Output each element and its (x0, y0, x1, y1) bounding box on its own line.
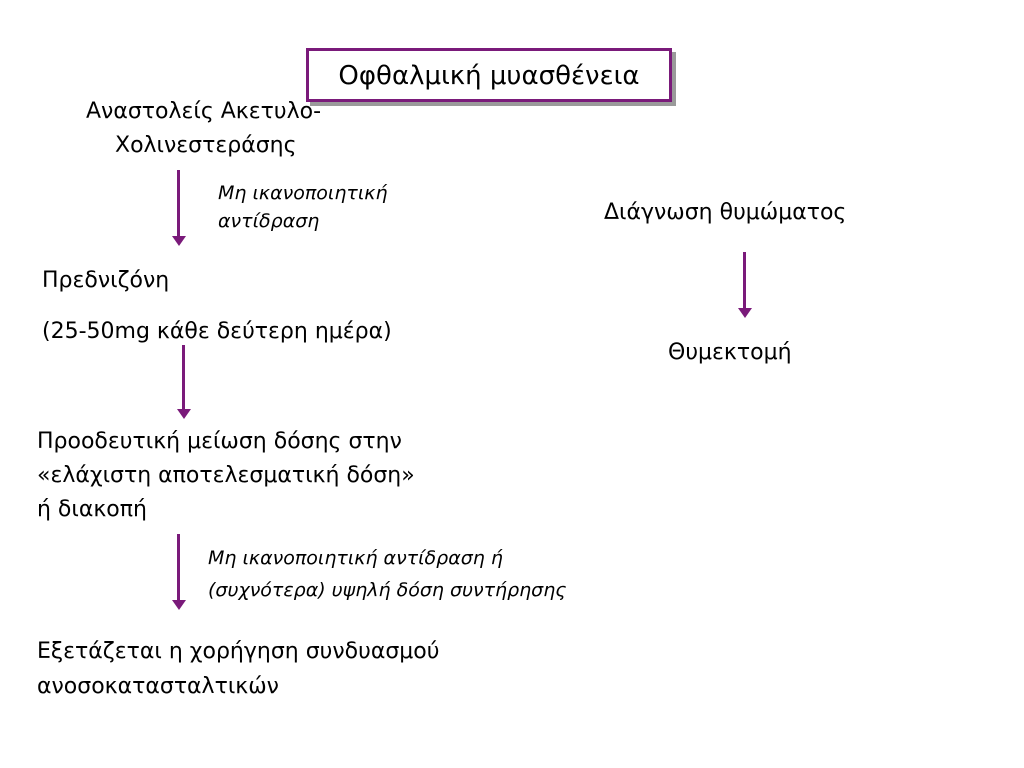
arrow-down-2 (177, 345, 191, 419)
note-unsatisfactory-response-line1: Μη ικανοποιητική (218, 182, 388, 204)
step-acetylcholinesterase-inhibitors-line1: Αναστολείς Ακετυλο- (86, 99, 322, 124)
step-dose-reduction-line3: ή διακοπή (37, 497, 147, 522)
diagram-title: Οφθαλμική μυασθένεια (338, 61, 640, 91)
arrow-down-1 (172, 170, 186, 246)
title-box (306, 48, 672, 102)
arrow-down-3 (172, 534, 186, 610)
step-thymoma-diagnosis: Διάγνωση θυμώματος (604, 200, 847, 225)
step-combined-immunosuppression-line2: ανοσοκατασταλτικών (37, 674, 279, 699)
step-acetylcholinesterase-inhibitors-line2: Χολινεστεράσης (115, 133, 297, 158)
step-thymectomy: Θυμεκτομή (668, 340, 792, 365)
note-unsatisfactory-response-line2: αντίδραση (218, 210, 320, 232)
arrow-down-right (738, 252, 752, 318)
step-prednisone-dose: (25-50mg κάθε δεύτερη ημέρα) (42, 319, 392, 344)
note-high-maintenance-dose-line2: (συχνότερα) υψηλή δόση συντήρησης (208, 579, 567, 601)
step-dose-reduction-line1: Προοδευτική μείωση δόσης στην (37, 429, 402, 454)
step-dose-reduction-line2: «ελάχιστη αποτελεσματική δόση» (37, 463, 415, 488)
step-combined-immunosuppression-line1: Εξετάζεται η χορήγηση συνδυασμού (37, 639, 440, 664)
step-prednisone: Πρεδνιζόνη (42, 268, 170, 293)
note-high-maintenance-dose-line1: Μη ικανοποιητική αντίδραση ή (208, 547, 503, 569)
